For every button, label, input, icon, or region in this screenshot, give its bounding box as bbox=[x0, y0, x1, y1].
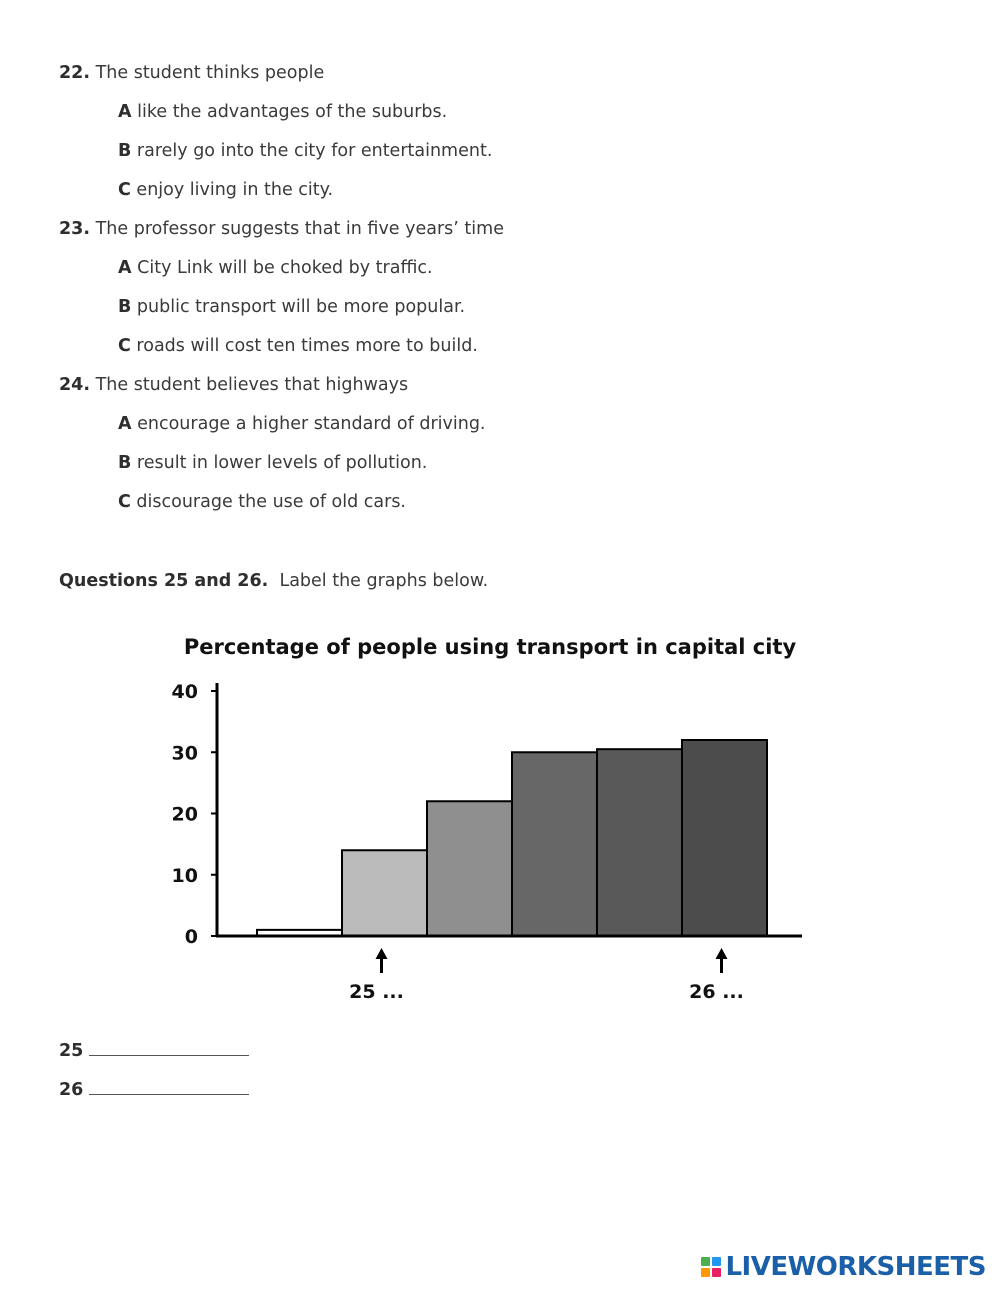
arrow-up-icon bbox=[376, 948, 388, 959]
chart-bar-2 bbox=[342, 850, 427, 936]
option-letter: B bbox=[118, 141, 132, 161]
question-24-stem bbox=[59, 374, 408, 396]
answer-25-line[interactable] bbox=[59, 1039, 249, 1062]
annotation-1 bbox=[349, 948, 404, 1003]
logo-square bbox=[701, 1268, 710, 1277]
option-text: encourage a higher standard of driving. bbox=[137, 414, 486, 434]
option-text: City Link will be choked by traffic. bbox=[137, 258, 433, 278]
section-title: Questions 25 and 26. bbox=[59, 571, 269, 591]
answer-26-line[interactable] bbox=[59, 1078, 249, 1101]
question-23-stem bbox=[59, 218, 504, 240]
annotation-5 bbox=[689, 948, 744, 1003]
chart-bar-5 bbox=[597, 749, 682, 936]
question-22-stem bbox=[59, 62, 324, 84]
option-letter: A bbox=[118, 258, 132, 278]
question-text: The student believes that highways bbox=[95, 375, 409, 395]
option-text: public transport will be more popular. bbox=[136, 297, 466, 317]
y-tick-label: 20 bbox=[171, 803, 198, 826]
option-text: result in lower levels of pollution. bbox=[136, 453, 428, 473]
question-22-option-c[interactable] bbox=[118, 179, 333, 201]
question-23-option-c[interactable] bbox=[118, 335, 478, 357]
y-tick-label: 0 bbox=[184, 926, 198, 948]
annotation-label: 25 ... bbox=[349, 981, 404, 1003]
transport-bar-chart bbox=[150, 625, 850, 1015]
section-instruction: Label the graphs below. bbox=[279, 571, 489, 591]
question-24-option-a[interactable] bbox=[118, 413, 485, 435]
option-letter: B bbox=[118, 297, 132, 317]
logo-text: LIVEWORKSHEETS bbox=[725, 1252, 986, 1282]
answer-blank[interactable] bbox=[89, 1039, 249, 1056]
section-heading bbox=[59, 570, 488, 592]
option-letter: C bbox=[118, 180, 131, 200]
chart-bar-6 bbox=[682, 740, 767, 936]
question-text: The professor suggests that in five years’ time bbox=[95, 219, 504, 239]
question-22-option-a[interactable] bbox=[118, 101, 447, 123]
option-text: rarely go into the city for entertainment. bbox=[136, 141, 493, 161]
answer-number: 26 bbox=[59, 1080, 84, 1100]
question-23-option-b[interactable] bbox=[118, 296, 465, 318]
option-letter: C bbox=[118, 492, 131, 512]
y-tick-label: 10 bbox=[171, 864, 198, 887]
logo-square bbox=[712, 1257, 721, 1266]
question-number: 22. bbox=[59, 63, 91, 83]
option-text: discourage the use of old cars. bbox=[136, 492, 406, 512]
option-text: like the advantages of the suburbs. bbox=[137, 102, 448, 122]
question-number: 23. bbox=[59, 219, 91, 239]
answer-number: 25 bbox=[59, 1041, 84, 1061]
option-letter: A bbox=[118, 102, 132, 122]
logo-square bbox=[701, 1257, 710, 1266]
y-tick-label: 30 bbox=[171, 742, 198, 765]
question-24-option-c[interactable] bbox=[118, 491, 406, 513]
arrow-up-icon bbox=[716, 948, 728, 959]
chart-bar-4 bbox=[512, 752, 597, 936]
liveworksheets-logo bbox=[701, 1252, 986, 1282]
annotations-group bbox=[349, 948, 744, 1003]
y-tick-label: 40 bbox=[171, 681, 198, 703]
question-text: The student thinks people bbox=[95, 63, 325, 83]
y-ticks-group bbox=[172, 681, 217, 948]
option-letter: A bbox=[118, 414, 132, 434]
option-letter: B bbox=[118, 453, 132, 473]
option-text: enjoy living in the city. bbox=[136, 180, 334, 200]
option-text: roads will cost ten times more to build. bbox=[136, 336, 478, 356]
question-22-option-b[interactable] bbox=[118, 140, 492, 162]
question-24-option-b[interactable] bbox=[118, 452, 427, 474]
question-number: 24. bbox=[59, 375, 91, 395]
answer-blank[interactable] bbox=[89, 1078, 249, 1095]
option-letter: C bbox=[118, 336, 131, 356]
chart-bar-3 bbox=[427, 801, 512, 936]
chart-title: Percentage of people using transport in capital city bbox=[183, 635, 797, 659]
logo-mark-icon bbox=[701, 1257, 721, 1277]
annotation-label: 26 ... bbox=[689, 981, 744, 1003]
bars-group bbox=[257, 740, 767, 936]
question-23-option-a[interactable] bbox=[118, 257, 433, 279]
logo-square bbox=[712, 1268, 721, 1277]
